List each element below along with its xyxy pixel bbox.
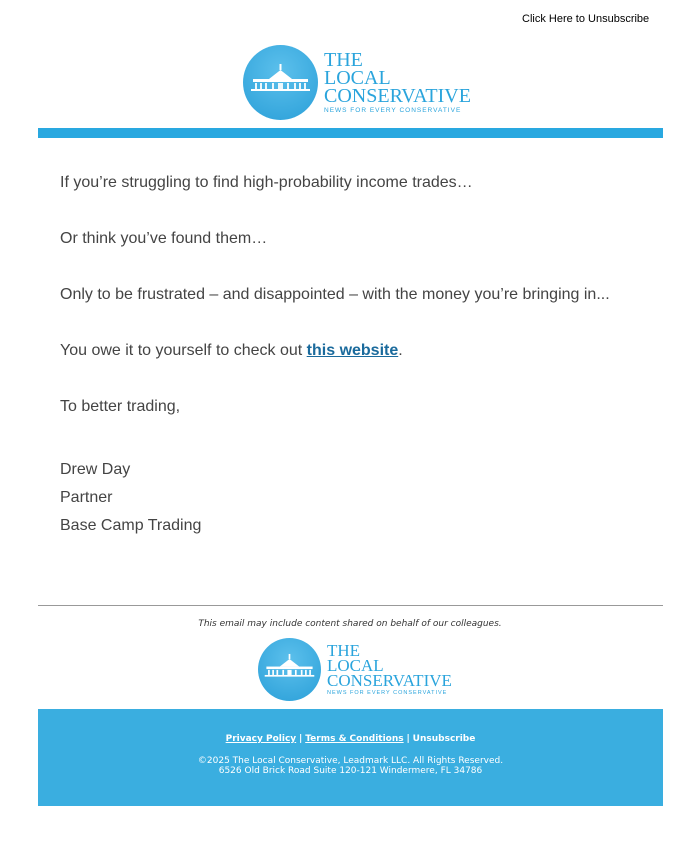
logo-tagline: NEWS FOR EVERY CONSERVATIVE [324, 107, 462, 114]
logo-text: THE [324, 49, 363, 71]
address: 6526 Old Brick Road Suite 120-121 Windermere, FL 34786 [218, 766, 483, 776]
text: You owe it to yourself to check out [60, 342, 307, 359]
unsubscribe-link-top[interactable]: Click Here to Unsubscribe [522, 13, 650, 25]
separator: | [406, 734, 410, 744]
unsubscribe-link-footer[interactable]: Unsubscribe [412, 734, 476, 744]
signature-company: Base Camp Trading [60, 517, 202, 534]
logo-text: LOCAL [327, 655, 384, 675]
footer-logo [258, 638, 452, 701]
logo-text: CONSERVATIVE [324, 85, 471, 107]
logo-text: THE [327, 640, 361, 660]
footer-divider [38, 605, 663, 606]
white-house-icon [243, 45, 318, 120]
footer [38, 709, 663, 806]
white-house-icon [258, 638, 321, 701]
paragraph: Or think you’ve found them… [60, 230, 268, 247]
logo-text: CONSERVATIVE [327, 671, 452, 691]
copyright: ©2025 The Local Conservative, Leadmark LLC. All Rights Reserved. [197, 756, 504, 766]
signature-name: Drew Day [60, 461, 131, 478]
email-body [60, 172, 610, 540]
separator: | [299, 734, 303, 744]
header-divider-bar [38, 128, 663, 138]
footer-note: This email may include content shared on behalf of our colleagues. [198, 619, 502, 629]
logo-text: LOCAL [324, 67, 391, 89]
signature-title: Partner [60, 489, 113, 506]
paragraph: Only to be frustrated – and disappointed – with the money you’re bringing in... [60, 286, 610, 303]
website-link[interactable]: this website [306, 342, 399, 359]
paragraph [60, 342, 610, 360]
logo-tagline: NEWS FOR EVERY CONSERVATIVE [327, 690, 448, 697]
text: . [398, 342, 403, 359]
paragraph: If you’re struggling to find high-probability income trades… [60, 174, 473, 191]
terms-link[interactable]: Terms & Conditions [305, 734, 404, 744]
header-logo [243, 45, 471, 120]
closing: To better trading, [60, 398, 181, 415]
privacy-policy-link[interactable]: Privacy Policy [225, 734, 297, 744]
